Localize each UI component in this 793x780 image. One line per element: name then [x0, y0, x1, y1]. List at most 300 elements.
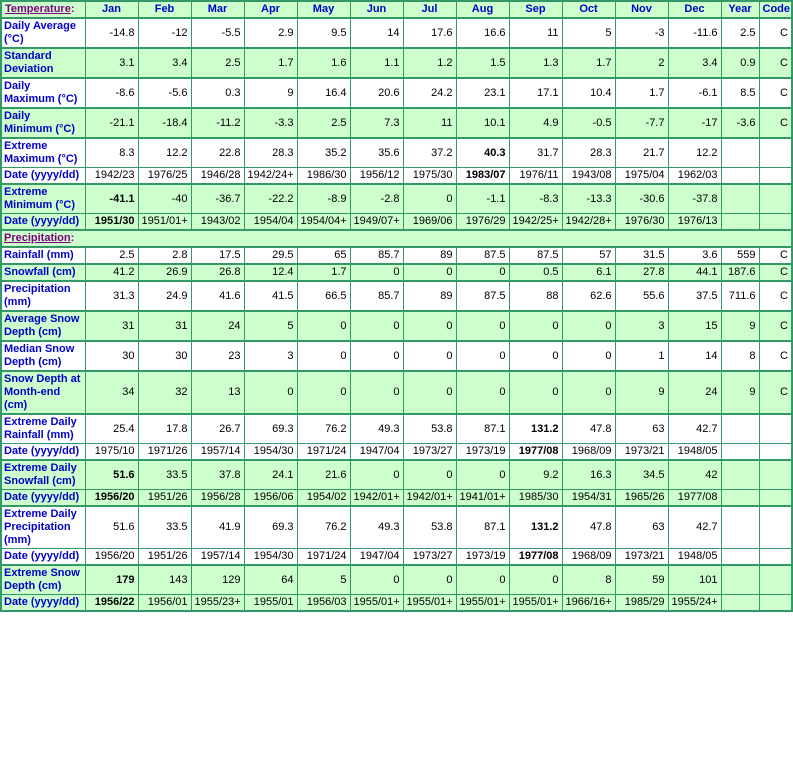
data-cell: 31.3: [85, 281, 138, 311]
data-cell: 1.1: [350, 48, 403, 78]
data-cell: 0: [403, 341, 456, 371]
data-cell: 15: [668, 311, 721, 341]
data-cell: 12.2: [138, 138, 191, 168]
data-cell: 131.2: [509, 414, 562, 444]
data-cell: -13.3: [562, 184, 615, 214]
table-row: [1, 595, 792, 612]
data-cell: 6.1: [562, 264, 615, 281]
table-row: [1, 490, 792, 507]
data-cell: 0: [403, 264, 456, 281]
data-cell: 34: [85, 371, 138, 414]
data-cell: 0: [350, 460, 403, 490]
data-cell: 76.2: [297, 414, 350, 444]
data-cell: 0: [403, 371, 456, 414]
data-cell: [721, 414, 759, 444]
data-cell: 101: [668, 565, 721, 595]
data-cell: [721, 444, 759, 461]
data-cell: 47.8: [562, 414, 615, 444]
data-cell: 35.6: [350, 138, 403, 168]
table-row: [1, 371, 792, 414]
data-cell: 24.1: [244, 460, 297, 490]
data-cell: 9.2: [509, 460, 562, 490]
row-label: Date (yyyy/dd): [1, 549, 85, 566]
data-cell: 1956/03: [297, 595, 350, 612]
data-cell: 13: [191, 371, 244, 414]
data-cell: [759, 565, 792, 595]
data-cell: C: [759, 264, 792, 281]
data-cell: 1985/29: [615, 595, 668, 612]
row-label: Date (yyyy/dd): [1, 444, 85, 461]
data-cell: 1976/13: [668, 214, 721, 231]
row-label: Extreme Snow Depth (cm): [1, 565, 85, 595]
data-cell: 0: [562, 311, 615, 341]
data-cell: 47.8: [562, 506, 615, 549]
data-cell: 1954/31: [562, 490, 615, 507]
data-cell: 21.7: [615, 138, 668, 168]
temperature-link[interactable]: Temperature: [5, 3, 71, 15]
data-cell: 1.7: [244, 48, 297, 78]
data-cell: 85.7: [350, 247, 403, 264]
data-cell: -1.1: [456, 184, 509, 214]
data-cell: 12.2: [668, 138, 721, 168]
data-cell: 179: [85, 565, 138, 595]
data-cell: 0.5: [509, 264, 562, 281]
data-cell: 0.3: [191, 78, 244, 108]
row-label: Standard Deviation: [1, 48, 85, 78]
data-cell: [721, 184, 759, 214]
data-cell: 49.3: [350, 506, 403, 549]
data-cell: 1.5: [456, 48, 509, 78]
data-cell: 2: [615, 48, 668, 78]
table-row: [1, 565, 792, 595]
table-row: [1, 108, 792, 138]
data-cell: 1949/07+: [350, 214, 403, 231]
row-label: Daily Average (°C): [1, 18, 85, 48]
data-cell: 1947/04: [350, 444, 403, 461]
data-cell: 1955/01+: [403, 595, 456, 612]
data-cell: 7.3: [350, 108, 403, 138]
data-cell: [759, 506, 792, 549]
data-cell: 3: [615, 311, 668, 341]
data-cell: 0: [350, 565, 403, 595]
data-cell: -12: [138, 18, 191, 48]
data-cell: 9: [721, 311, 759, 341]
data-cell: [721, 595, 759, 612]
data-cell: 1971/24: [297, 444, 350, 461]
row-label: Snow Depth at Month-end (cm): [1, 371, 85, 414]
data-cell: -18.4: [138, 108, 191, 138]
data-cell: 1954/04+: [297, 214, 350, 231]
table-row: [1, 311, 792, 341]
data-cell: 87.5: [509, 247, 562, 264]
data-cell: 8.3: [85, 138, 138, 168]
data-cell: 1957/14: [191, 549, 244, 566]
data-cell: 0: [297, 311, 350, 341]
data-cell: 1976/25: [138, 168, 191, 185]
data-cell: 1956/20: [85, 490, 138, 507]
data-cell: 0: [403, 311, 456, 341]
row-label: Rainfall (mm): [1, 247, 85, 264]
row-label: Extreme Daily Snowfall (cm): [1, 460, 85, 490]
data-cell: 1.7: [297, 264, 350, 281]
data-cell: 5: [297, 565, 350, 595]
column-header-aug: Aug: [456, 1, 509, 18]
data-cell: 10.1: [456, 108, 509, 138]
data-cell: 1966/16+: [562, 595, 615, 612]
data-cell: 2.9: [244, 18, 297, 48]
data-cell: [759, 595, 792, 612]
data-cell: 1942/24+: [244, 168, 297, 185]
data-cell: 16.6: [456, 18, 509, 48]
temperature-header-cell: [1, 1, 85, 18]
data-cell: 1977/08: [509, 444, 562, 461]
data-cell: 1962/03: [668, 168, 721, 185]
data-cell: 1977/08: [509, 549, 562, 566]
data-cell: 37.5: [668, 281, 721, 311]
data-cell: 31: [85, 311, 138, 341]
data-cell: 21.6: [297, 460, 350, 490]
data-cell: 2.5: [191, 48, 244, 78]
data-cell: 16.4: [297, 78, 350, 108]
data-cell: 1955/23+: [191, 595, 244, 612]
data-cell: 3.4: [138, 48, 191, 78]
data-cell: -41.1: [85, 184, 138, 214]
column-header-feb: Feb: [138, 1, 191, 18]
data-cell: 1976/29: [456, 214, 509, 231]
precipitation-colon: :: [70, 232, 75, 244]
data-cell: 131.2: [509, 506, 562, 549]
data-cell: 23: [191, 341, 244, 371]
data-cell: -14.8: [85, 18, 138, 48]
data-cell: 0: [456, 371, 509, 414]
data-cell: [721, 214, 759, 231]
data-cell: 0: [456, 565, 509, 595]
data-cell: 28.3: [562, 138, 615, 168]
row-label: Date (yyyy/dd): [1, 168, 85, 185]
data-cell: -30.6: [615, 184, 668, 214]
data-cell: 22.8: [191, 138, 244, 168]
row-label: Median Snow Depth (cm): [1, 341, 85, 371]
data-cell: 1973/27: [403, 549, 456, 566]
data-cell: 2.5: [721, 18, 759, 48]
header-row: [1, 1, 792, 18]
data-cell: 2.8: [138, 247, 191, 264]
data-cell: -5.5: [191, 18, 244, 48]
data-cell: 51.6: [85, 506, 138, 549]
data-cell: 1983/07: [456, 168, 509, 185]
data-cell: 87.5: [456, 247, 509, 264]
table-row: [1, 138, 792, 168]
table-row: [1, 214, 792, 231]
data-cell: [759, 444, 792, 461]
data-cell: 24.9: [138, 281, 191, 311]
data-cell: 24.2: [403, 78, 456, 108]
data-cell: 187.6: [721, 264, 759, 281]
data-cell: 34.5: [615, 460, 668, 490]
data-cell: 23.1: [456, 78, 509, 108]
data-cell: -36.7: [191, 184, 244, 214]
data-cell: 42.7: [668, 506, 721, 549]
table-row: [1, 168, 792, 185]
data-cell: 1955/01+: [350, 595, 403, 612]
precipitation-link[interactable]: Precipitation: [4, 232, 71, 244]
data-cell: 87.1: [456, 506, 509, 549]
data-cell: 76.2: [297, 506, 350, 549]
data-cell: 1976/11: [509, 168, 562, 185]
data-cell: 9: [615, 371, 668, 414]
data-cell: 87.1: [456, 414, 509, 444]
data-cell: 1954/30: [244, 549, 297, 566]
row-label: Extreme Minimum (°C): [1, 184, 85, 214]
data-cell: C: [759, 341, 792, 371]
row-label: Extreme Maximum (°C): [1, 138, 85, 168]
data-cell: 33.5: [138, 460, 191, 490]
data-cell: 9: [721, 371, 759, 414]
data-cell: 1947/04: [350, 549, 403, 566]
data-cell: 1951/30: [85, 214, 138, 231]
data-cell: 14: [668, 341, 721, 371]
data-cell: 59: [615, 565, 668, 595]
data-cell: -8.9: [297, 184, 350, 214]
data-cell: 3.4: [668, 48, 721, 78]
data-cell: 3: [244, 341, 297, 371]
data-cell: 1965/26: [615, 490, 668, 507]
data-cell: -0.5: [562, 108, 615, 138]
data-cell: 37.2: [403, 138, 456, 168]
data-cell: 1955/24+: [668, 595, 721, 612]
column-header-code: Code: [759, 1, 792, 18]
data-cell: [721, 506, 759, 549]
row-label: Date (yyyy/dd): [1, 595, 85, 612]
data-cell: 0: [297, 371, 350, 414]
section-row-precipitation: [1, 230, 792, 247]
data-cell: 64: [244, 565, 297, 595]
data-cell: 1985/30: [509, 490, 562, 507]
data-cell: 49.3: [350, 414, 403, 444]
column-header-jun: Jun: [350, 1, 403, 18]
data-cell: -5.6: [138, 78, 191, 108]
data-cell: 1956/20: [85, 549, 138, 566]
data-cell: [759, 490, 792, 507]
column-header-jul: Jul: [403, 1, 456, 18]
data-cell: 40.3: [456, 138, 509, 168]
data-cell: 1956/28: [191, 490, 244, 507]
table-row: [1, 506, 792, 549]
data-cell: 85.7: [350, 281, 403, 311]
data-cell: 1943/02: [191, 214, 244, 231]
row-label: Extreme Daily Precipitation (mm): [1, 506, 85, 549]
data-cell: 0: [403, 184, 456, 214]
row-label: Date (yyyy/dd): [1, 490, 85, 507]
data-cell: 11: [509, 18, 562, 48]
data-cell: -3.3: [244, 108, 297, 138]
column-header-jan: Jan: [85, 1, 138, 18]
table-row: [1, 341, 792, 371]
data-cell: -3.6: [721, 108, 759, 138]
data-cell: 0: [350, 371, 403, 414]
data-cell: 1971/24: [297, 549, 350, 566]
data-cell: 2.5: [85, 247, 138, 264]
data-cell: 1969/06: [403, 214, 456, 231]
data-cell: 4.9: [509, 108, 562, 138]
data-cell: 89: [403, 281, 456, 311]
table-row: [1, 460, 792, 490]
data-cell: 0: [509, 565, 562, 595]
data-cell: 0: [562, 341, 615, 371]
data-cell: 65: [297, 247, 350, 264]
data-cell: 26.8: [191, 264, 244, 281]
data-cell: 1948/05: [668, 549, 721, 566]
data-cell: 1951/26: [138, 490, 191, 507]
data-cell: 1: [615, 341, 668, 371]
data-cell: [721, 565, 759, 595]
data-cell: -7.7: [615, 108, 668, 138]
data-cell: 16.3: [562, 460, 615, 490]
data-cell: 1951/26: [138, 549, 191, 566]
data-cell: 87.5: [456, 281, 509, 311]
data-cell: 17.5: [191, 247, 244, 264]
data-cell: 1941/01+: [456, 490, 509, 507]
data-cell: 0: [456, 311, 509, 341]
table-row: [1, 264, 792, 281]
data-cell: 5: [244, 311, 297, 341]
column-header-mar: Mar: [191, 1, 244, 18]
data-cell: 14: [350, 18, 403, 48]
data-cell: 8.5: [721, 78, 759, 108]
data-cell: 9: [244, 78, 297, 108]
data-cell: C: [759, 311, 792, 341]
column-header-dec: Dec: [668, 1, 721, 18]
data-cell: 57: [562, 247, 615, 264]
data-cell: 1942/01+: [403, 490, 456, 507]
data-cell: 1971/26: [138, 444, 191, 461]
data-cell: 0: [350, 341, 403, 371]
data-cell: 24: [191, 311, 244, 341]
temperature-colon: :: [70, 3, 75, 15]
data-cell: 1942/01+: [350, 490, 403, 507]
data-cell: 41.9: [191, 506, 244, 549]
data-cell: 0: [509, 371, 562, 414]
table-row: [1, 444, 792, 461]
data-cell: 1973/19: [456, 444, 509, 461]
table-row: [1, 184, 792, 214]
data-cell: [759, 214, 792, 231]
data-cell: 1975/04: [615, 168, 668, 185]
data-cell: 1986/30: [297, 168, 350, 185]
table-body: [1, 18, 792, 611]
row-label: Extreme Daily Rainfall (mm): [1, 414, 85, 444]
data-cell: 1973/21: [615, 444, 668, 461]
data-cell: 10.4: [562, 78, 615, 108]
data-cell: 0: [350, 264, 403, 281]
data-cell: 8: [721, 341, 759, 371]
data-cell: [721, 168, 759, 185]
data-cell: C: [759, 281, 792, 311]
data-cell: -6.1: [668, 78, 721, 108]
data-cell: 1943/08: [562, 168, 615, 185]
data-cell: [721, 460, 759, 490]
data-cell: [721, 490, 759, 507]
data-cell: 1942/28+: [562, 214, 615, 231]
data-cell: 42: [668, 460, 721, 490]
data-cell: 17.1: [509, 78, 562, 108]
data-cell: 711.6: [721, 281, 759, 311]
table-row: [1, 281, 792, 311]
data-cell: 53.8: [403, 506, 456, 549]
data-cell: 0.9: [721, 48, 759, 78]
data-cell: -2.8: [350, 184, 403, 214]
data-cell: 1956/06: [244, 490, 297, 507]
data-cell: [759, 168, 792, 185]
data-cell: C: [759, 18, 792, 48]
data-cell: 17.6: [403, 18, 456, 48]
data-cell: [759, 549, 792, 566]
data-cell: 1.3: [509, 48, 562, 78]
data-cell: 1.7: [562, 48, 615, 78]
data-cell: 1946/28: [191, 168, 244, 185]
data-cell: 41.2: [85, 264, 138, 281]
column-header-nov: Nov: [615, 1, 668, 18]
data-cell: 69.3: [244, 414, 297, 444]
row-label: Date (yyyy/dd): [1, 214, 85, 231]
data-cell: 51.6: [85, 460, 138, 490]
data-cell: C: [759, 78, 792, 108]
data-cell: 29.5: [244, 247, 297, 264]
data-cell: 1.7: [615, 78, 668, 108]
column-header-sep: Sep: [509, 1, 562, 18]
column-header-apr: Apr: [244, 1, 297, 18]
data-cell: 69.3: [244, 506, 297, 549]
data-cell: 1973/19: [456, 549, 509, 566]
data-cell: 1956/22: [85, 595, 138, 612]
data-cell: C: [759, 108, 792, 138]
data-cell: 143: [138, 565, 191, 595]
data-cell: 0: [456, 264, 509, 281]
data-cell: 1942/25+: [509, 214, 562, 231]
table-row: [1, 48, 792, 78]
data-cell: 11: [403, 108, 456, 138]
data-cell: 0: [456, 341, 509, 371]
data-cell: 42.7: [668, 414, 721, 444]
data-cell: -8.3: [509, 184, 562, 214]
data-cell: 89: [403, 247, 456, 264]
data-cell: 0: [509, 341, 562, 371]
data-cell: 31.5: [615, 247, 668, 264]
data-cell: 1976/30: [615, 214, 668, 231]
row-label: Average Snow Depth (cm): [1, 311, 85, 341]
data-cell: 1.2: [403, 48, 456, 78]
data-cell: 25.4: [85, 414, 138, 444]
data-cell: 1954/02: [297, 490, 350, 507]
data-cell: [759, 460, 792, 490]
data-cell: 30: [138, 341, 191, 371]
data-cell: 129: [191, 565, 244, 595]
data-cell: 1975/30: [403, 168, 456, 185]
row-label: Daily Minimum (°C): [1, 108, 85, 138]
data-cell: 0: [244, 371, 297, 414]
data-cell: 66.5: [297, 281, 350, 311]
data-cell: 27.8: [615, 264, 668, 281]
data-cell: 559: [721, 247, 759, 264]
data-cell: 1968/09: [562, 549, 615, 566]
data-cell: -40: [138, 184, 191, 214]
data-cell: 0: [403, 460, 456, 490]
data-cell: 41.5: [244, 281, 297, 311]
data-cell: 31.7: [509, 138, 562, 168]
table-row: [1, 78, 792, 108]
section-header-precipitation: [1, 230, 792, 247]
data-cell: 0: [297, 341, 350, 371]
